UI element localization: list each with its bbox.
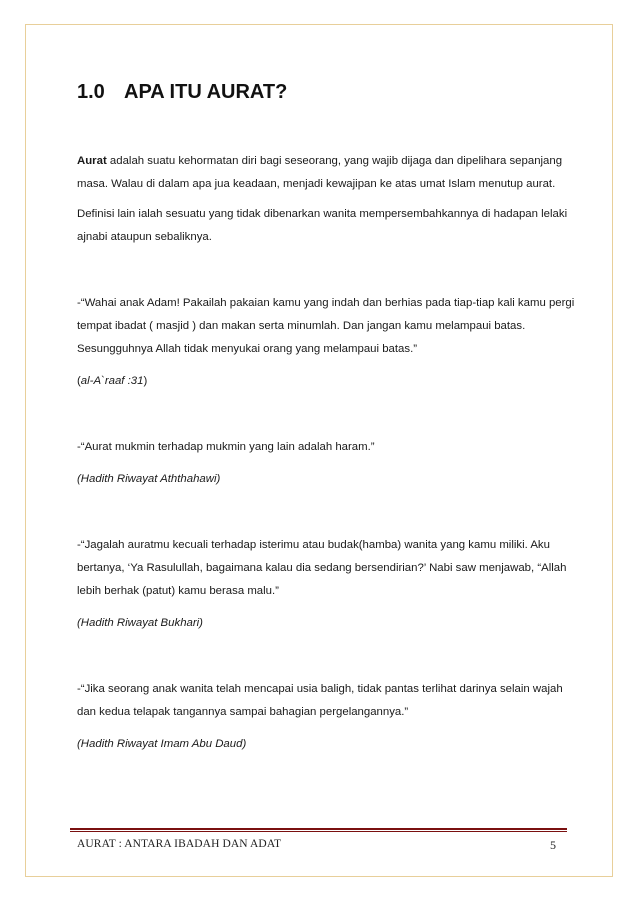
- page-number: 5: [550, 838, 556, 852]
- footer-title: AURAT : ANTARA IBADAH DAN ADAT: [77, 838, 282, 850]
- quote-text: -“Jagalah auratmu kecuali terhadap isterimu atau budak(hamba) wanita yang kamu miliki. Aku bertanya, ‘Ya Rasulullah, bagaimana kalau dia sedang bersendirian?’ Nabi saw menjawab, “Allah lebih berhak (patut) kamu berasa malu.”: [77, 539, 567, 597]
- other-definition-paragraph: Definisi lain ialah sesuatu yang tidak dibenarkan wanita mempersembahkannya di hadapan lelaki ajnabi ataupun sebaliknya.: [77, 208, 568, 243]
- quote-text: -“Wahai anak Adam! Pakailah pakaian kamu yang indah dan berhias pada tiap-tiap kali kamu pergi tempat ibadat ( masjid ) dan makan serta minumlah. Dan jangan kamu melampaui batas. Sesungguhnya Allah tidak menyukai orang yang melampaui batas.”: [77, 297, 575, 355]
- section-heading: [77, 81, 287, 104]
- quote-source: (Hadith Riwayat Imam Abu Daud): [77, 738, 247, 750]
- page-content: [77, 150, 577, 756]
- section-number: 1.0: [77, 81, 105, 103]
- quote-text: -“Jika seorang anak wanita telah mencapai usia baligh, tidak pantas terlihat darinya selain wajah dan kedua telapak tangannya sampai bahagian pergelangannya.”: [77, 683, 563, 718]
- definition-text: adalah suatu kehormatan diri bagi seseorang, yang wajib dijaga dan dipelihara sepanjang masa. Walau di dalam apa jua keadaan, menjadi kewajipan ke atas umat Islam menutup aurat.: [77, 155, 563, 190]
- footer-rule: [70, 828, 567, 832]
- quote-source: (Hadith Riwayat Aththahawi): [77, 473, 221, 485]
- quote-source-open: (: [77, 375, 81, 387]
- quote-source: [77, 370, 577, 393]
- quote-source-name: al-A`raaf :31: [80, 375, 144, 387]
- quote-source: (Hadith Riwayat Bukhari): [77, 617, 203, 629]
- definition-paragraph: [77, 150, 577, 196]
- definition-term: Aurat: [77, 155, 107, 167]
- quote-text: -“Aurat mukmin terhadap mukmin yang lain adalah haram.”: [77, 441, 375, 453]
- section-title: APA ITU AURAT?: [124, 81, 288, 103]
- quote-source-close: ): [143, 375, 148, 387]
